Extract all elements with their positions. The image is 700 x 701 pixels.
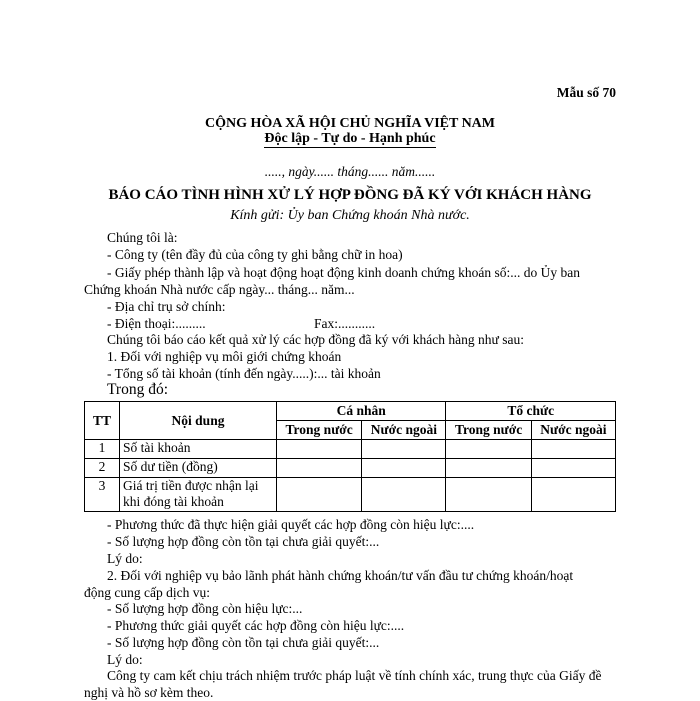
method-line: - Phương thức đã thực hiện giải quyết các hợp đồng còn hiệu lực:.... — [107, 517, 475, 532]
report-intro-line: Chúng tôi báo cáo kết quả xử lý các hợp đồng đã ký với khách hàng như sau: — [107, 332, 524, 347]
remaining-line: - Số lượng hợp đồng còn tồn tại chưa giải quyết:... — [107, 534, 380, 549]
cell-empty — [277, 440, 362, 459]
recipient-line: Kính gửi: Ủy ban Chứng khoán Nhà nước. — [230, 208, 470, 223]
table-header-row — [85, 402, 616, 421]
cell-empty — [531, 459, 615, 478]
cell-empty — [362, 440, 446, 459]
section1-heading: 1. Đối với nghiệp vụ môi giới chứng khoán — [107, 349, 342, 364]
subheader-organization-foreign: Nước ngoài — [531, 421, 615, 440]
license-line-1: - Giấy phép thành lập và hoạt động hoạt động kinh doanh chứng khoán số:... do Ủy ban — [107, 265, 580, 280]
table-row — [85, 459, 616, 478]
cell-empty — [446, 478, 531, 512]
accounts-table — [84, 401, 616, 512]
header-individual: Cá nhân — [277, 402, 446, 421]
cell-empty — [531, 478, 615, 512]
we-are-label: Chúng tôi là: — [107, 230, 178, 245]
cell-empty — [277, 478, 362, 512]
row-tt: 3 — [85, 478, 120, 512]
subheader-individual-domestic: Trong nước — [277, 421, 362, 440]
cell-empty — [362, 459, 446, 478]
row-content: Số tài khoản — [120, 440, 277, 459]
row-content: Số dư tiền (đồng) — [120, 459, 277, 478]
cell-empty — [277, 459, 362, 478]
header-organization: Tổ chức — [446, 402, 616, 421]
row-tt: 1 — [85, 440, 120, 459]
total-accounts-line: - Tổng số tài khoản (tính đến ngày.....):... tài khoản — [107, 366, 381, 381]
section2-heading-line-1: 2. Đối với nghiệp vụ bảo lãnh phát hành chứng khoán/tư vấn đầu tư chứng khoán/hoạt — [107, 568, 574, 583]
valid-contracts-line: - Số lượng hợp đồng còn hiệu lực:... — [107, 601, 303, 616]
cell-empty — [362, 478, 446, 512]
row-tt: 2 — [85, 459, 120, 478]
row-content: Giá trị tiền được nhận lại khi đóng tài khoản — [120, 478, 277, 512]
motto — [0, 131, 700, 147]
reason-label: Lý do: — [107, 551, 143, 566]
fax-line: Fax:........... — [314, 316, 376, 331]
header-tt: TT — [85, 402, 120, 440]
resolution-method-line: - Phương thức giải quyết các hợp đồng còn hiệu lực:.... — [107, 618, 405, 633]
reason-label-2: Lý do: — [107, 652, 143, 667]
report-title: BÁO CÁO TÌNH HÌNH XỬ LÝ HỢP ĐỒNG ĐÃ KÝ VỚI KHÁCH HÀNG — [108, 187, 592, 203]
cell-empty — [446, 440, 531, 459]
table-row — [85, 478, 616, 512]
cell-empty — [446, 459, 531, 478]
section2-heading-line-2: động cung cấp dịch vụ: — [84, 585, 210, 600]
country-name: CỘNG HÒA XÃ HỘI CHỦ NGHĨA VIỆT NAM — [204, 116, 495, 131]
license-line-2: Chứng khoán Nhà nước cấp ngày... tháng... năm... — [84, 282, 355, 297]
subheader-individual-foreign: Nước ngoài — [362, 421, 446, 440]
subheader-organization-domestic: Trong nước — [446, 421, 531, 440]
date-line: ....., ngày...... tháng...... năm...... — [264, 164, 436, 179]
commitment-line-2: nghị và hồ sơ kèm theo. — [84, 685, 214, 700]
phone-line: - Điện thoại:......... — [107, 316, 206, 331]
commitment-line-1: Công ty cam kết chịu trách nhiệm trước pháp luật về tính chính xác, trung thực của Giấy đề — [107, 668, 602, 683]
of-which-label: Trong đó: — [107, 381, 169, 398]
motto-text: Độc lập - Tự do - Hạnh phúc — [264, 131, 436, 146]
unresolved-line: - Số lượng hợp đồng còn tồn tại chưa giải quyết:... — [107, 635, 380, 650]
address-line: - Địa chỉ trụ sở chính: — [107, 299, 226, 314]
cell-empty — [531, 440, 615, 459]
form-number: Mẫu số 70 — [556, 85, 616, 100]
company-line: - Công ty (tên đầy đủ của công ty ghi bằng chữ in hoa) — [107, 247, 403, 262]
table-row — [85, 440, 616, 459]
header-content: Nội dung — [120, 402, 277, 440]
